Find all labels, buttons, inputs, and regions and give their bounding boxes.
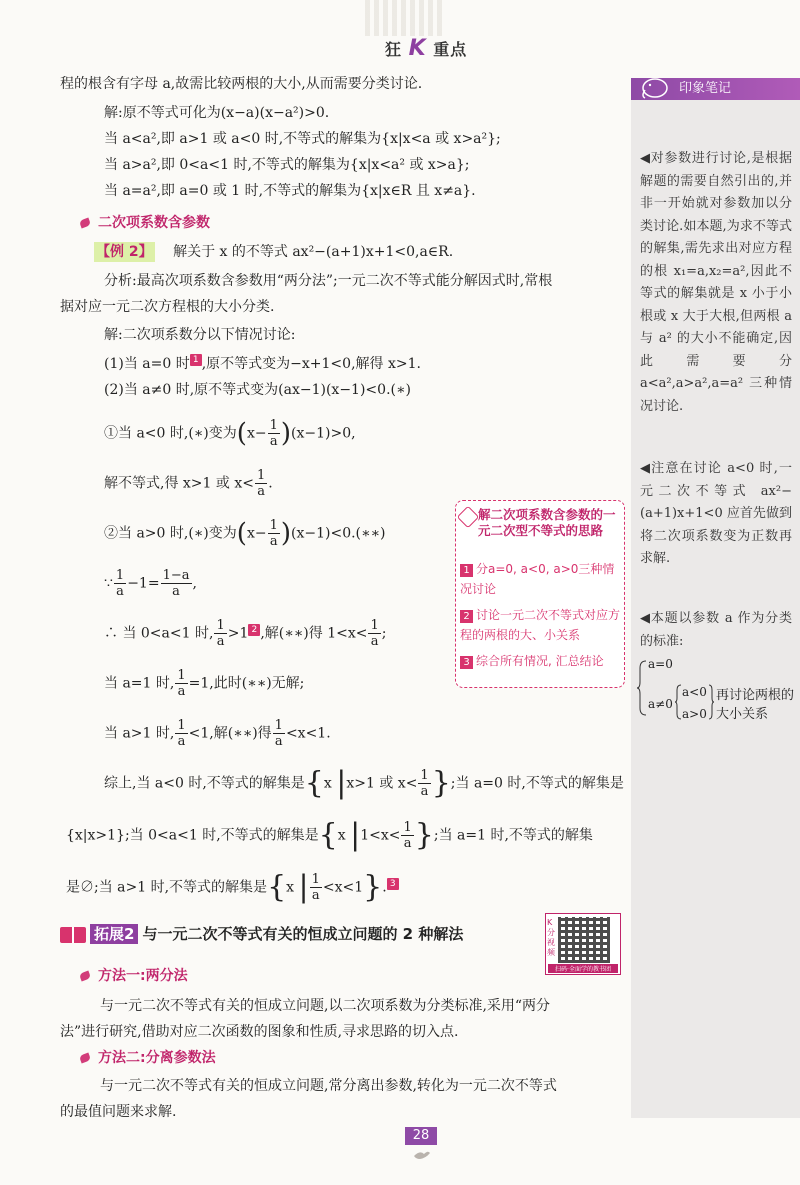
- marker-2: 2: [248, 624, 260, 636]
- book-icon: [60, 927, 86, 943]
- qr-caption: 扫码·全面学的教书团: [548, 964, 618, 973]
- fraction: $\frac{1}{a}$: [269, 418, 278, 449]
- callout-title: 解二次项系数含参数的一元二次型不等式的思路: [478, 507, 616, 538]
- fraction: $\frac{1}{a}$: [269, 518, 278, 549]
- tree-note: 再讨论两根的大小关系: [716, 688, 795, 722]
- because-line: ∵ $\frac{1}{a}$ −1= $\frac{1-a}{a}$ ,: [104, 568, 197, 599]
- sidebar-note-2: ◀注意在讨论 a<0 时,一元二次不等式 ax²−(a+1)x+1<0 应首先做到将二次项系数变为正数再求解.: [640, 461, 792, 566]
- example-problem-text: 解关于 x 的不等式 ax²−(a+1)x+1<0,a∈R.: [173, 244, 454, 260]
- solution-intro: 解:二次项系数分以下情况讨论:: [104, 327, 296, 343]
- fraction: $\frac{1}{a}$: [274, 718, 283, 749]
- ex1-line-2: 当 a<a²,即 a>1 或 a<0 时,不等式的解集为{x|x<a 或 x>a²};: [104, 131, 501, 147]
- case-1: (1)当 a=0 时 1 ,原不等式变为−x+1<0,解得 x>1.: [104, 355, 421, 372]
- summary-line-3: 是∅;当 a>1 时,不等式的解集是{x | $\frac{1}{a}$ <x<1}. 3: [66, 872, 399, 903]
- ex1-line-1: 解:原不等式可化为(x−a)(x−a²)>0.: [104, 105, 330, 121]
- fraction: $\frac{1}{a}$: [311, 872, 320, 903]
- method-2-heading: 方法二:分离参数法: [80, 1047, 216, 1067]
- marker-1: 1: [190, 354, 202, 366]
- fraction: $\frac{1}{a}$: [256, 468, 266, 499]
- ex1-line-4: 当 a=a²,即 a=0 或 1 时,不等式的解集为{x|x∈R 且 x≠a}.: [104, 183, 476, 199]
- case-a-neg: ①当 a<0 时,(∗)变为(x− $\frac{1}{a}$ )(x−1)>0,: [104, 418, 356, 449]
- page-header: [0, 0, 800, 68]
- case-2: (2)当 a≠0 时,原不等式变为(ax−1)(x−1)<0.(∗): [104, 382, 411, 398]
- case-a-neg-solution: 解不等式,得 x>1 或 x< $\frac{1}{a}$ .: [104, 468, 273, 499]
- brand-text-pre: 狂: [385, 40, 403, 59]
- fraction: $\frac{1}{a}$: [403, 820, 412, 851]
- intro-line: 程的根含有字母 a,故需比较两根的大小,从而需要分类讨论.: [60, 76, 423, 92]
- summary-line-2: {x|x>1};当 0<a<1 时,不等式的解集是{x |1<x< $\frac{1}{a}$ };当 a=1 时,不等式的解集: [66, 817, 593, 853]
- elephant-icon: [639, 72, 671, 100]
- sidebar-note-1: ◀对参数进行讨论,是根据解题的需要自然引出的,并非一开始就对参数加以分类讨论.如本题,为求不等式的解集,需先求出对应方程的根 x₁=a,x₂=a²,因此不等式的解集就是 x 小于小根或 x 大于大根,但两根 a 与 a² 的大小不能确定,因此需要分 a<a²,a>a²,a=a² 三种情况讨论.: [640, 151, 792, 414]
- classification-tree: [636, 656, 796, 726]
- bullet-leaf-icon: [79, 971, 91, 982]
- header-decoration: [365, 0, 445, 36]
- analysis-line-2: 据对应一元二次方程根的大小分类.: [60, 299, 275, 315]
- callout-item-3: 3 综合所有情况, 汇总结论: [460, 651, 620, 671]
- summary-line-1: 综上,当 a<0 时,不等式的解集是{x |x>1 或 x< $\frac{1}{a}$ };当 a=0 时,不等式的解集是: [104, 765, 624, 801]
- case-a-eq-1: 当 a=1 时, $\frac{1}{a}$ =1,此时(∗∗)无解;: [104, 668, 305, 699]
- tree-a-pos: a>0: [682, 707, 707, 721]
- sidebar-note-3: ◀本题以参数 a 作为分类的标准:: [640, 611, 792, 649]
- section-heading: [80, 212, 210, 232]
- bullet-leaf-icon: [79, 1053, 91, 1064]
- fraction: $\frac{1}{a}$: [177, 718, 186, 749]
- example-2-problem: [94, 242, 453, 262]
- therefore-line: ∴ 当 0<a<1 时, $\frac{1}{a}$ >1 2 ,解(∗∗)得 1<x< $\frac{1}{a}$ ;: [104, 618, 387, 649]
- method-1-line-1: 与一元二次不等式有关的恒成立问题,以二次项系数为分类标准,采用“两分: [100, 998, 551, 1014]
- fraction: $\frac{1}{a}$: [370, 618, 379, 649]
- marker-3: 3: [387, 878, 399, 890]
- tree-a-zero: a=0: [648, 657, 673, 671]
- brand-logo: [385, 36, 467, 61]
- brace-icon-small: [674, 684, 682, 720]
- sidebar-title: 印象笔记: [679, 81, 732, 96]
- method-2-line-2: 的最值问题来求解.: [60, 1104, 177, 1120]
- fraction: $\frac{1}{a}$: [216, 618, 225, 649]
- fraction: $\frac{1}{a}$: [420, 768, 429, 799]
- brand-text-post: 重点: [433, 40, 468, 59]
- qr-side-label: K分视频: [547, 918, 555, 957]
- fraction: $\frac{1}{a}$: [115, 568, 125, 599]
- brace-close-icon: [708, 684, 714, 720]
- method-2-line-1: 与一元二次不等式有关的恒成立问题,常分离出参数,转化为一元二次不等式: [100, 1078, 557, 1094]
- ex1-line-3: 当 a>a²,即 0<a<1 时,不等式的解集为{x|x<a² 或 x>a};: [104, 157, 470, 173]
- fraction: $\frac{1-a}{a}$: [162, 568, 190, 599]
- tree-a-nonzero: a≠0: [648, 697, 673, 711]
- method-1-line-2: 法”进行研究,借助对应二次函数的图象和性质,寻求思路的切入点.: [60, 1024, 459, 1040]
- case-a-gt-1: 当 a>1 时, $\frac{1}{a}$ <1,解(∗∗)得 $\frac{1}{a}$ <x<1.: [104, 718, 331, 749]
- method-callout: [455, 500, 625, 688]
- tree-a-neg: a<0: [682, 685, 707, 699]
- section-title: 二次项系数含参数: [98, 215, 210, 231]
- method-1-heading: 方法一:两分法: [80, 965, 188, 985]
- callout-item-2: 2 讨论一元二次不等式对应方程的两根的大、小关系: [460, 608, 621, 642]
- qr-code[interactable]: [545, 913, 621, 975]
- sidebar-header: [631, 78, 800, 100]
- example-tag: 【例 2】: [96, 244, 153, 260]
- expand-heading: [60, 923, 463, 944]
- brace-icon: [636, 660, 648, 716]
- page-number: 28: [405, 1127, 437, 1145]
- qr-code-image: [558, 917, 610, 963]
- analysis-line-1: 分析:最高次项系数含参数用“两分法”;一元二次不等式能分解因式时,常根: [104, 273, 553, 289]
- case-a-pos: ②当 a>0 时,(∗)变为(x− $\frac{1}{a}$ )(x−1)<0.(∗∗): [104, 518, 386, 549]
- bird-icon: [412, 1148, 432, 1162]
- callout-item-1: 1 分a=0, a<0, a>0三种情况讨论: [460, 562, 615, 596]
- expand-title: 与一元二次不等式有关的恒成立问题的 2 种解法: [142, 925, 464, 943]
- tag-icon: [457, 506, 480, 529]
- bullet-leaf-icon: [79, 218, 91, 229]
- brand-k: K: [408, 36, 427, 61]
- fraction: $\frac{1}{a}$: [177, 668, 186, 699]
- expand-label: 拓展2: [90, 924, 138, 944]
